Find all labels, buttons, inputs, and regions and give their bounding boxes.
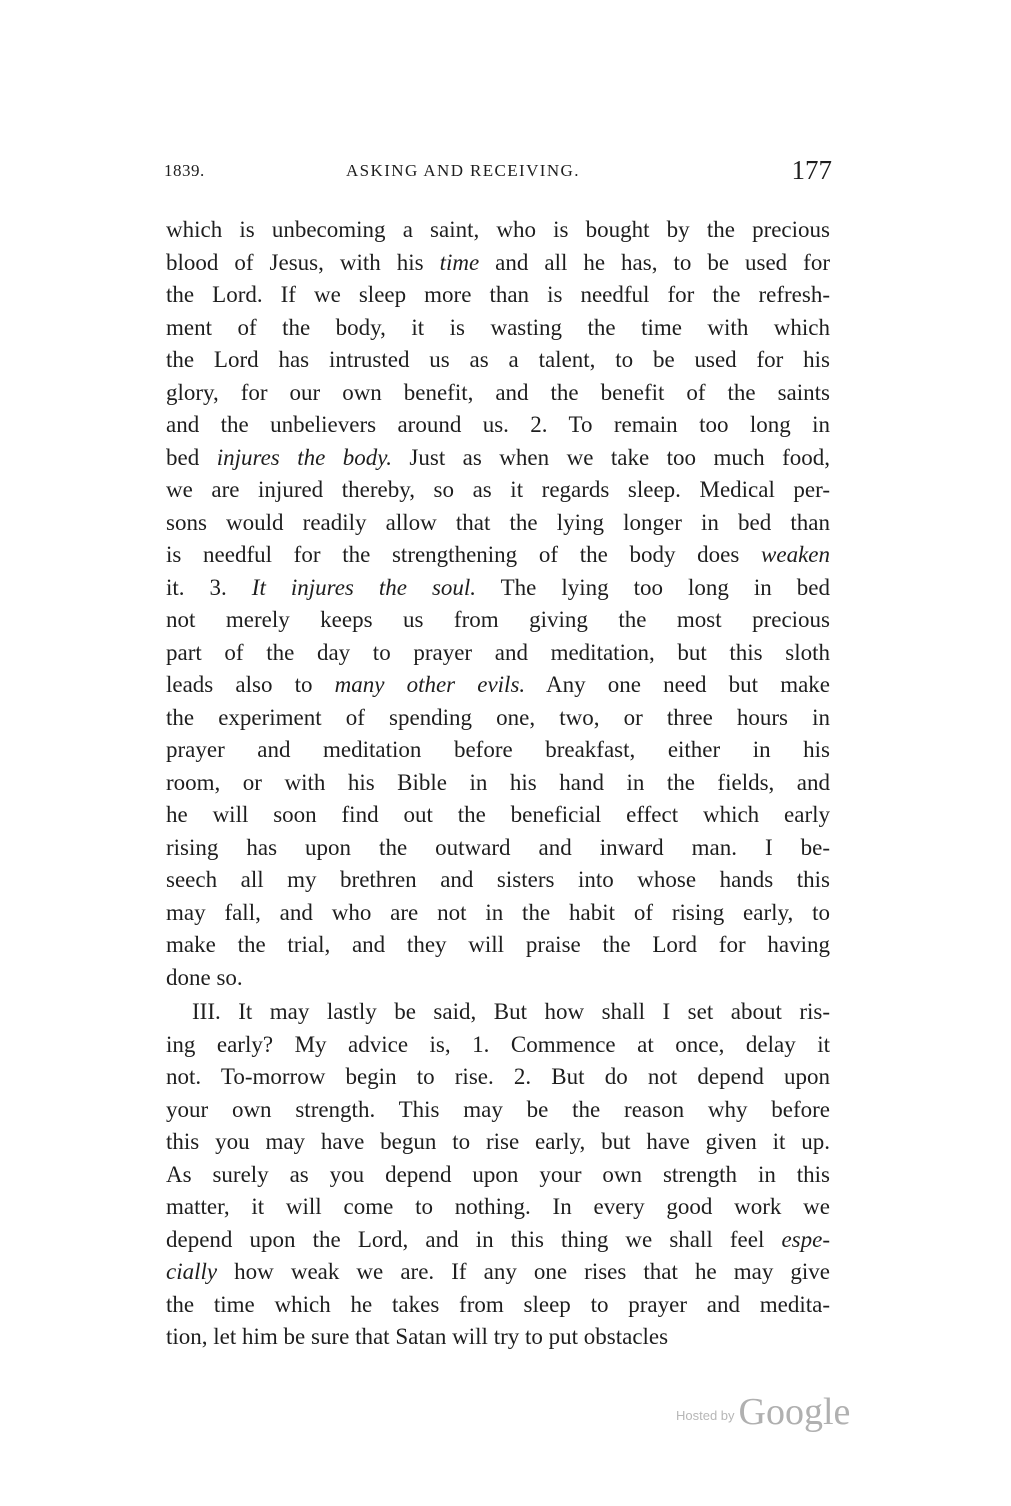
google-watermark bbox=[676, 1390, 886, 1440]
text-run: which is unbecoming a saint, who is bought by the precious bbox=[166, 217, 830, 242]
text-run: ing early? My advice is, 1. Commence at once, delay it bbox=[166, 1031, 830, 1057]
text-line bbox=[166, 572, 830, 605]
text-run: how weak we are. If any one rises that he may give bbox=[217, 1259, 830, 1284]
text-run: bed bbox=[166, 444, 217, 470]
italic-phrase: weaken bbox=[761, 542, 830, 567]
italic-phrase: injures the body. bbox=[216, 444, 392, 470]
text-run: room, or with his Bible in his hand in the fields, and bbox=[166, 769, 830, 795]
text-line bbox=[166, 1256, 830, 1289]
text-run: not. To-morrow begin to rise. 2. But do not depend upon bbox=[166, 1064, 830, 1089]
text-run: he will soon find out the beneficial effect which early bbox=[166, 802, 830, 827]
text-line bbox=[166, 1126, 830, 1159]
text-run: not merely keeps us from giving the most precious bbox=[166, 607, 830, 632]
text-run: Any one need but make bbox=[525, 672, 830, 697]
text-line bbox=[166, 1289, 830, 1322]
italic-phrase: espe- bbox=[781, 1226, 830, 1252]
text-run: seech all my brethren and sisters into whose hands this bbox=[166, 867, 830, 892]
text-line bbox=[166, 539, 830, 572]
text-run: As surely as you depend upon your own strength in this bbox=[166, 1161, 830, 1187]
italic-phrase: It injures the soul. bbox=[251, 574, 477, 600]
text-run: glory, for our own benefit, and the benefit of the saints bbox=[166, 379, 830, 405]
paragraph bbox=[166, 214, 830, 994]
text-line bbox=[166, 799, 830, 832]
paragraph bbox=[166, 996, 830, 1354]
text-run: the experiment of spending one, two, or three hours in bbox=[166, 704, 830, 730]
text-run: leads also to bbox=[166, 672, 335, 697]
text-line bbox=[166, 637, 830, 670]
text-line bbox=[166, 962, 830, 995]
text-line bbox=[166, 474, 830, 507]
text-line bbox=[166, 312, 830, 345]
text-run: the Lord. If we sleep more than is needful for the refresh- bbox=[166, 282, 830, 307]
text-run: III. It may lastly be said, But how shall I set about ris- bbox=[192, 999, 830, 1024]
text-line bbox=[166, 996, 830, 1029]
text-run: the time which he takes from sleep to prayer and medita- bbox=[166, 1291, 830, 1317]
text-run: and all he has, to be used for bbox=[479, 249, 830, 275]
text-line bbox=[166, 409, 830, 442]
italic-phrase: many other evils. bbox=[334, 672, 526, 697]
text-run: it. 3. bbox=[166, 574, 252, 600]
italic-phrase: time bbox=[439, 249, 480, 275]
text-run: part of the day to prayer and meditation, but this sloth bbox=[166, 639, 830, 665]
text-run: Just as when we take too much food, bbox=[391, 444, 830, 470]
text-run: ment of the body, it is wasting the time with which bbox=[166, 314, 830, 340]
text-run: this you may have begun to rise early, but have given it up. bbox=[166, 1129, 830, 1154]
text-line bbox=[166, 1191, 830, 1224]
italic-phrase: cially bbox=[166, 1259, 218, 1284]
text-run: and the unbelievers around us. 2. To remain too long in bbox=[166, 412, 830, 437]
text-run: rising has upon the outward and inward man. I be- bbox=[166, 834, 830, 860]
text-line bbox=[166, 832, 830, 865]
text-line bbox=[166, 864, 830, 897]
text-line bbox=[166, 247, 830, 280]
text-line bbox=[166, 702, 830, 735]
text-line bbox=[166, 767, 830, 800]
google-logo: Google bbox=[738, 1391, 851, 1433]
header-year: 1839. bbox=[164, 161, 205, 180]
text-line bbox=[166, 669, 830, 702]
text-line bbox=[166, 1094, 830, 1127]
text-line bbox=[166, 1224, 830, 1257]
text-line bbox=[166, 929, 830, 962]
body-text bbox=[166, 214, 830, 1354]
text-run: done so. bbox=[166, 964, 243, 990]
text-line bbox=[166, 1061, 830, 1094]
text-run: depend upon the Lord, and in this thing we shall feel bbox=[166, 1226, 782, 1252]
text-run: sons would readily allow that the lying longer in bed than bbox=[166, 509, 830, 535]
hosted-by-label: Hosted by bbox=[676, 1408, 735, 1423]
text-line bbox=[166, 442, 830, 475]
text-line bbox=[166, 279, 830, 312]
text-line bbox=[166, 377, 830, 410]
text-run: The lying too long in bed bbox=[476, 574, 831, 600]
text-run: make the trial, and they will praise the Lord for having bbox=[166, 932, 830, 957]
text-run: blood of Jesus, with his bbox=[166, 249, 440, 275]
text-run: matter, it will come to nothing. In every good work we bbox=[166, 1194, 830, 1219]
text-line bbox=[166, 897, 830, 930]
text-line bbox=[166, 1159, 830, 1192]
text-run: the Lord has intrusted us as a talent, to be used for his bbox=[166, 347, 830, 372]
text-run: is needful for the strengthening of the body does bbox=[166, 542, 762, 567]
text-line bbox=[166, 344, 830, 377]
text-line bbox=[166, 604, 830, 637]
text-run: tion, let him be sure that Satan will try to put obstacles bbox=[166, 1324, 669, 1349]
text-run: your own strength. This may be the reason why before bbox=[166, 1096, 830, 1122]
page-number: 177 bbox=[791, 155, 832, 185]
page-header bbox=[164, 155, 832, 191]
text-line bbox=[166, 1029, 830, 1062]
text-run: may fall, and who are not in the habit of rising early, to bbox=[166, 899, 830, 925]
text-line bbox=[166, 734, 830, 767]
running-title: ASKING AND RECEIVING. bbox=[346, 161, 580, 180]
text-line bbox=[166, 1321, 830, 1354]
text-line bbox=[166, 507, 830, 540]
text-run: prayer and meditation before breakfast, either in his bbox=[166, 737, 830, 762]
text-run: we are injured thereby, so as it regards sleep. Medical per- bbox=[166, 477, 830, 502]
text-line bbox=[166, 214, 830, 247]
